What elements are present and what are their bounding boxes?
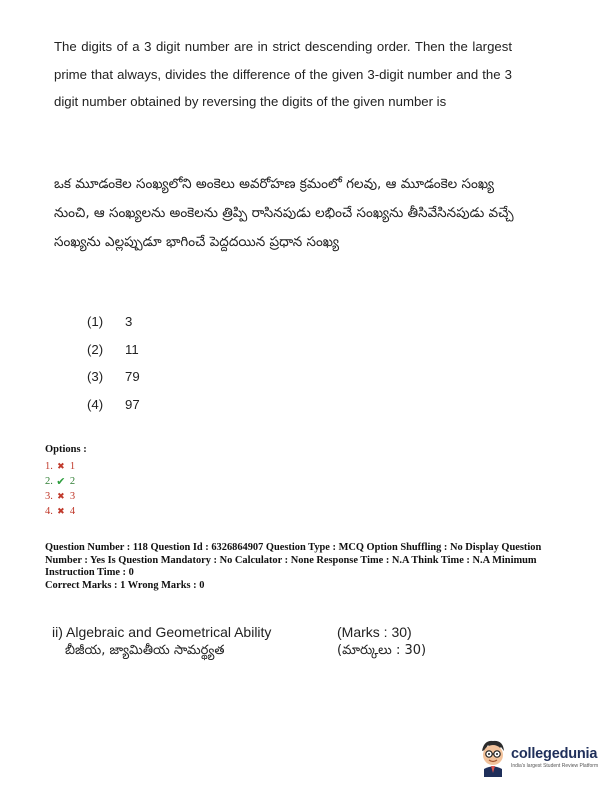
check-icon: ✔: [56, 476, 66, 488]
choice-value: 79: [125, 369, 140, 385]
cross-icon: ✖: [57, 506, 65, 516]
choice-number: (4): [87, 396, 104, 412]
choice-value: 11: [125, 341, 139, 357]
option-value: 2: [69, 476, 76, 487]
cross-icon: ✖: [57, 461, 65, 471]
section-marks-english: (Marks : 30): [337, 624, 412, 640]
choice-1: [87, 308, 140, 336]
section-title-english: ii) Algebraic and Geometrical Ability: [52, 624, 272, 640]
options-title: Options :: [45, 444, 87, 455]
section-row-english: [52, 622, 472, 642]
question-text-english: The digits of a 3 digit number are in strict descending order. Then the largest prime that always, divides the difference of the given 3-digit number and the 3 digit number obtained by reversing the digits of the given number is: [54, 39, 512, 109]
logo-text: [511, 746, 598, 769]
option-index: 1.: [45, 461, 53, 472]
choice-2: [87, 336, 140, 364]
logo-name: collegedunia: [511, 745, 598, 762]
option-row-1: [45, 459, 87, 474]
section-title-telugu: బీజీయ, జ్యామితీయ సామర్థ్యత: [65, 643, 225, 658]
option-index: 4.: [45, 506, 53, 517]
metadata-line: Question Number : 118 Question Id : 6326864907 Question Type : MCQ Option Shuffling : No Display Question Number : Yes Is Question Mandatory : No Calculator : None Response Time : N.A Think Time : N.A Minimum Instruction Time : 0: [45, 542, 542, 579]
section-marks-telugu: (మార్కులు : 30): [337, 643, 427, 658]
choice-number: (3): [87, 369, 104, 385]
choice-4: [87, 391, 140, 419]
cross-icon: ✖: [57, 491, 65, 501]
answer-choices: [87, 308, 140, 418]
option-row-4: [45, 504, 87, 519]
logo-tagline: India's largest Student Review Platform: [511, 762, 599, 769]
choice-value: 97: [125, 396, 140, 412]
choice-3: [87, 363, 140, 391]
choice-number: (1): [87, 314, 104, 330]
option-value: 3: [69, 491, 76, 502]
collegedunia-logo: [478, 735, 606, 779]
choice-value: 3: [125, 314, 133, 330]
option-row-2: [45, 474, 87, 489]
option-value: 4: [69, 506, 76, 517]
option-index: 2.: [45, 476, 53, 487]
section-heading: [52, 622, 472, 662]
question-metadata: [45, 542, 575, 592]
choice-number: (2): [87, 341, 104, 357]
option-index: 3.: [45, 491, 53, 502]
marks-line: Correct Marks : 1 Wrong Marks : 0: [45, 579, 205, 591]
question-text-telugu: ఒక మూడంకెల సంఖ్యలోని అంకెలు అవరోహణ క్రమంలో గలవు, ఆ మూడంకెల సంఖ్య నుంచి, ఆ సంఖ్యలను అంకెలను త్రిప్పి రాసినపుడు లభించే సంఖ్యను తీసివేసినపుడు వచ్చే సంఖ్యను ఎల్లప్పుడూ భాగించే పెద్దదయిన ప్రధాన సంఖ్య: [54, 176, 514, 250]
option-value: 1: [69, 461, 76, 472]
section-row-telugu: [52, 642, 472, 662]
options-list: [45, 444, 87, 519]
student-mascot-icon: [478, 737, 508, 777]
option-row-3: [45, 489, 87, 504]
